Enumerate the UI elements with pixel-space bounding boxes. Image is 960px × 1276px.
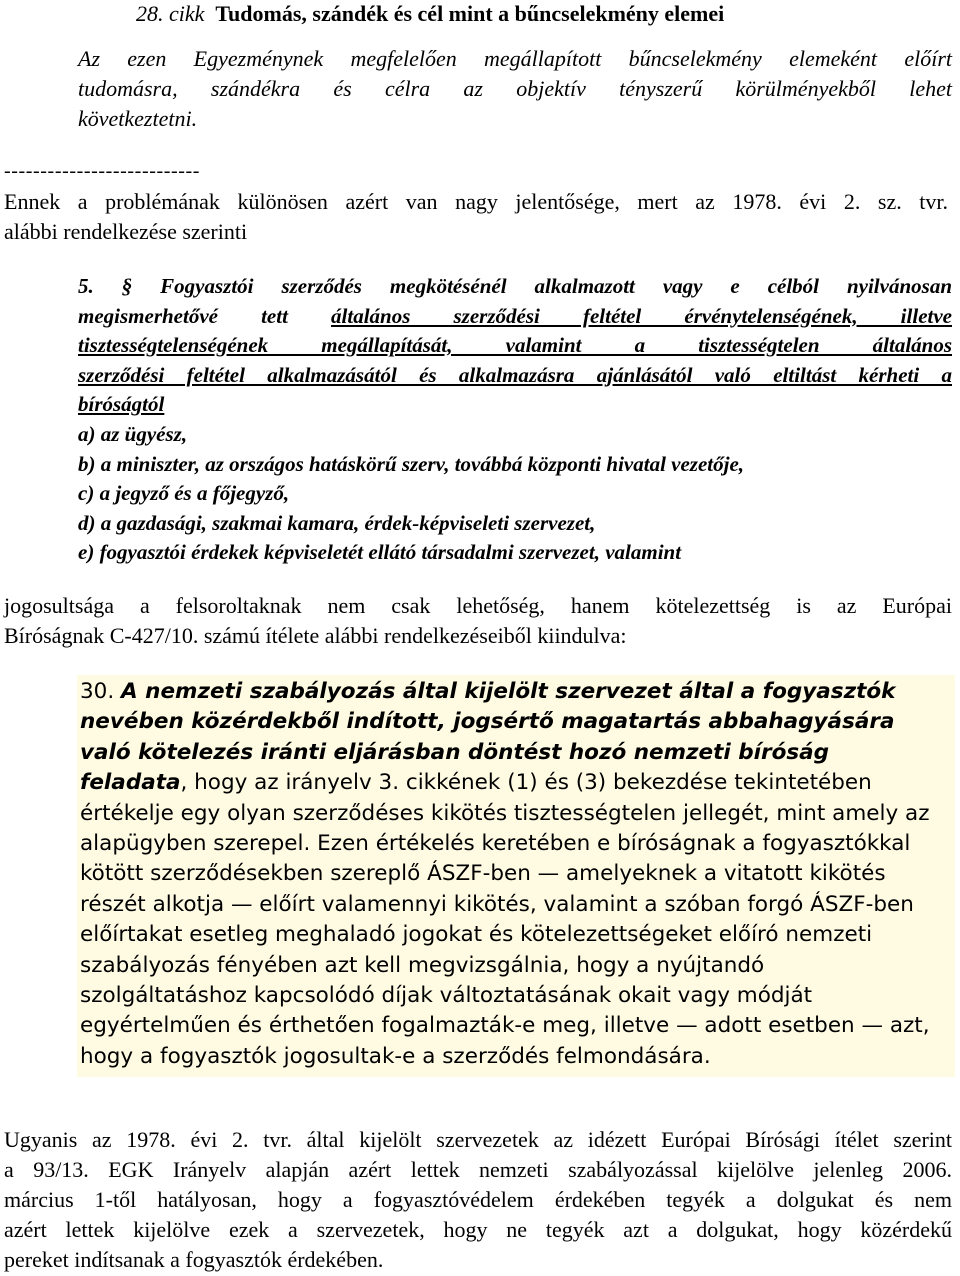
intro-line: Az ezen Egyezménynek megfelelően megállapított bűncselekmény elemeként előírt [78,46,952,71]
quote-bold-text: nevében közérdekből indított, jogsértő magatartás abbahagyására [80,709,895,735]
quote-line [77,768,955,798]
paragraph-line: Ugyanis az 1978. évi 2. tvr. által kijelölt szervezetek az idézett Európai Bírósági ítélet szerint [4,1127,952,1152]
paragraph-line: alábbi rendelkezése szerinti [4,219,248,244]
quote-text: , hogy az irányelv 3. cikkének (1) és (3) bekezdése tekintetében [180,770,872,796]
law-line: 5. § Fogyasztói szerződés megkötésénél alkalmazott vagy e célból nyilvánosan [78,274,952,298]
quote-line [77,738,955,768]
list-item: a) az ügyész, [78,422,188,446]
quote-line: alapügyben szerepel. Ezen értékelés keretében e bíróságnak a fogyasztókkal [80,831,911,857]
paragraph-line: jogosultsága a felsoroltaknak nem csak lehetőség, hanem kötelezettség is az Európai [4,593,952,618]
quote-line [77,677,955,707]
intro-line: tudomásra, szándékra és célra az objektív tényszerű körülményekből lehet [78,76,952,101]
intro-line: következtetni. [78,106,198,131]
paragraph-line: azért lettek kijelölve ezek a szervezetek, hogy ne tegyék azt a dolgukat, hogy közérdekű [4,1217,952,1242]
paragraph-entitlement [4,591,952,651]
paragraph-context [4,187,948,247]
quote-bold-text: A nemzeti szabályozás által kijelölt szervezet által a fogyasztók [121,679,896,704]
law-text: megismerhetővé tett [78,303,332,328]
separator-line: --------------------------- [4,160,201,182]
law-underlined-text: szerződési feltétel alkalmazásától és alkalmazásra ajánlásától való eltiltást kérheti a [78,362,952,387]
law-quote [78,272,952,420]
law-underlined-text: tisztességtelenségének megállapítását, valamint a tisztességtelen általános [78,333,952,357]
quote-line: egyértelműen és érthetően fogalmazták-e meg, illetve — adott esetben — azt, [80,1013,930,1039]
paragraph-line: március 1-től hatályosan, hogy a fogyasztóvédelem érdekében tegyék a dolgukat és nem [4,1187,952,1212]
paragraph-conclusion [4,1125,952,1275]
article-title: Tudomás, szándék és cél mint a bűncselekmény elemei [215,1,725,26]
paragraph-line: a 93/13. EGK Irányelv alapján azért lettek nemzeti szabályozással kijelölve jelenleg 2006. [4,1157,952,1182]
quote-line: szolgáltatáshoz kapcsolódó díjak változtatásának okait vagy módját [80,983,813,1009]
quote-line: részét alkotja — előírt valamennyi kikötés, valamint a szóban forgó ÁSZF-ben [80,891,914,917]
list-item: e) fogyasztói érdekek képviseletét ellátó társadalmi szervezet, valamint [78,540,682,564]
quote-line: előírtakat esetleg meghaladó jogokat és kötelezettségeket előíró nemzeti [80,922,873,948]
law-line [78,361,952,391]
quote-line: hogy a fogyasztók jogosultak-e a szerződés felmondására. [80,1043,711,1069]
law-line [78,331,952,361]
quote-bold-text: való kötelezés iránti eljárásban döntést hozó nemzeti bíróság [80,739,830,765]
quote-line: szabályozás fényében azt kell megvizsgálnia, hogy a nyújtandó [80,952,765,978]
quote-line: értékelje egy olyan szerződéses kikötés tisztességtelen jellegét, mint amely az [80,800,930,826]
quote-bold-text: feladata [80,770,181,796]
law-underlined-text: bíróságtól [78,392,165,416]
quote-line [77,707,955,737]
list-item: b) a miniszter, az országos hatáskörű szerv, továbbá központi hivatal vezetője, [78,451,745,476]
law-line [78,302,952,332]
list-item: d) a gazdasági, szakmai kamara, érdek-képviseleti szervezet, [78,510,596,535]
law-line [78,390,952,420]
quote-line: kötött szerződésekben szereplő ÁSZF-ben — amelyeknek a vitatott kikötés [80,861,886,887]
point-number: 30. [80,679,115,704]
entitled-list [78,420,952,568]
article-heading [136,0,724,28]
paragraph-line: Ennek a problémának különösen azért van nagy jelentősége, mert az 1978. évi 2. sz. tvr. [4,189,948,214]
paragraph-line: pereket indítsanak a fogyasztók érdekében. [4,1247,384,1272]
paragraph-line: Bíróságnak C-427/10. számú ítélete alábbi rendelkezéseiből kiindulva: [4,623,627,648]
law-underlined-text: általános szerződési feltétel érvénytelenségének, illetve [331,303,952,328]
court-quote-box [77,675,955,1077]
article-body [78,44,952,134]
list-item: c) a jegyző és a főjegyző, [78,481,290,505]
article-number: 28. cikk [136,1,205,26]
